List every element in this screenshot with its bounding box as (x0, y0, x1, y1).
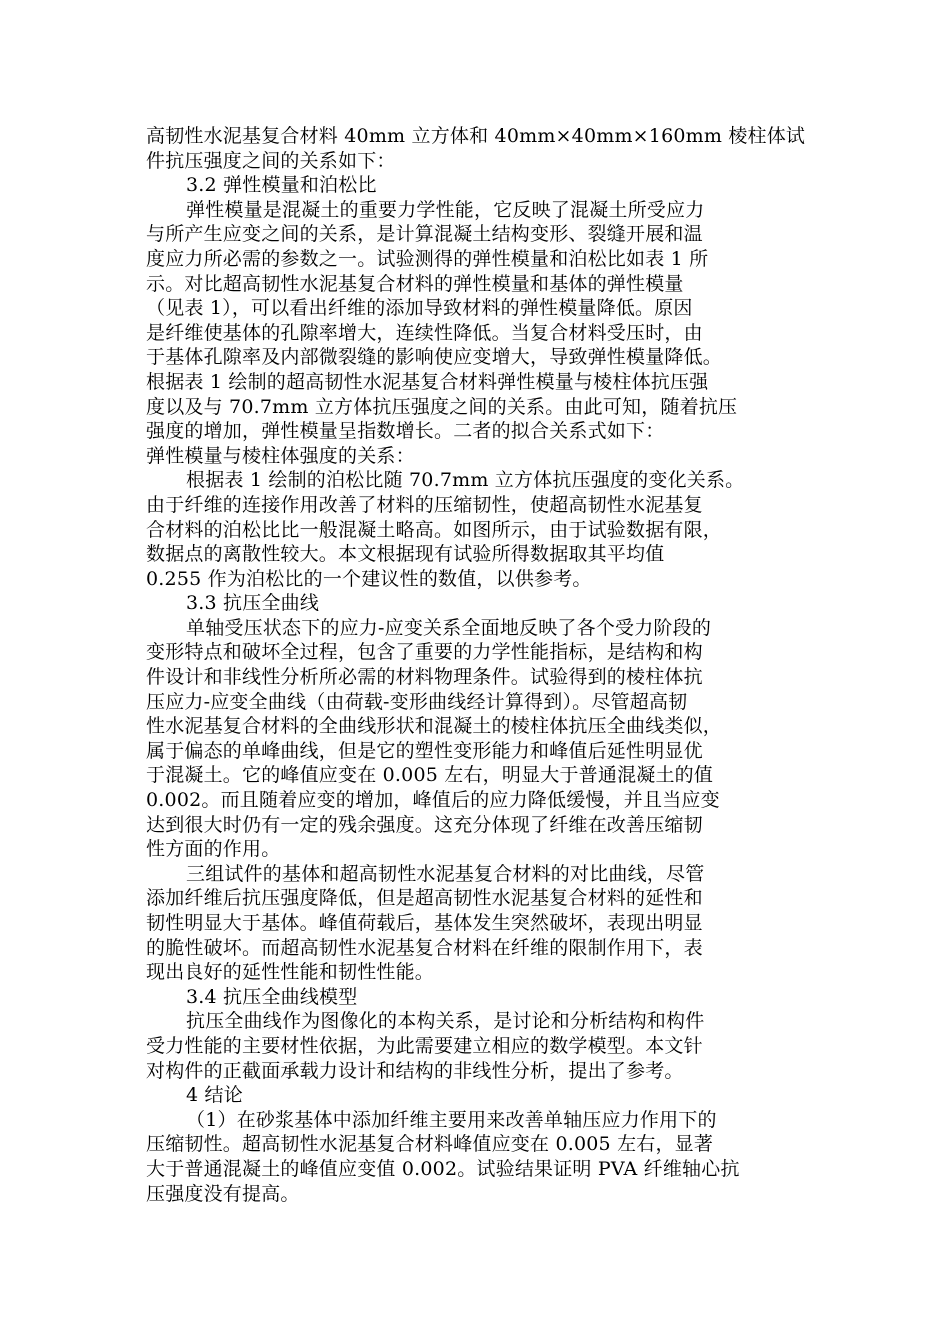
text-line: 件抗压强度之间的关系如下： (146, 149, 396, 172)
text-line: 度以及与 70.7mm 立方体抗压强度之间的关系。由此可知，随着抗压 (146, 395, 738, 418)
text-line: 大于普通混凝土的峰值应变值 0.002。试验结果证明 PVA 纤维轴心抗 (146, 1157, 740, 1180)
text-line: 受力性能的主要材性依据，为此需要建立相应的数学模型。本文针 (146, 1034, 703, 1057)
text-line: 与所产生应变之间的关系，是计算混凝土结构变形、裂缝开展和温 (146, 223, 703, 246)
text-line: 弹性模量与棱柱体强度的关系： (146, 444, 415, 467)
text-line: 性方面的作用。 (146, 838, 281, 861)
text-line: 强度的增加，弹性模量呈指数增长。二者的拟合关系式如下： (146, 420, 665, 443)
text-line: 示。对比超高韧性水泥基复合材料的弹性模量和基体的弹性模量 (146, 272, 684, 295)
text-line: 根据表 1 绘制的泊松比随 70.7mm 立方体抗压强度的变化关系。 (186, 469, 745, 492)
text-line: 3.2 弹性模量和泊松比 (186, 174, 377, 197)
text-line: 数据点的离散性较大。本文根据现有试验所得数据取其平均值 (146, 543, 665, 566)
text-line: 0.002。而且随着应变的增加，峰值后的应力降低缓慢，并且当应变 (146, 789, 720, 812)
text-line: 压缩韧性。超高韧性水泥基复合材料峰值应变在 0.005 左右，显著 (146, 1133, 714, 1156)
text-line: 于混凝土。它的峰值应变在 0.005 左右，明显大于普通混凝土的值 (146, 764, 714, 787)
text-line: （见表 1），可以看出纤维的添加导致材料的弹性模量降低。原因 (146, 297, 693, 320)
text-line: 添加纤维后抗压强度降低，但是超高韧性水泥基复合材料的延性和 (146, 887, 703, 910)
text-line: 三组试件的基体和超高韧性水泥基复合材料的对比曲线，尽管 (186, 862, 705, 885)
text-line: 抗压全曲线作为图像化的本构关系，是讨论和分析结构和构件 (186, 1010, 705, 1033)
text-line: 达到很大时仍有一定的残余强度。这充分体现了纤维在改善压缩韧 (146, 813, 703, 836)
text-line: 属于偏态的单峰曲线，但是它的塑性变形能力和峰值后延性明显优 (146, 739, 703, 762)
text-line: 度应力所必需的参数之一。试验测得的弹性模量和泊松比如表 1 所 (146, 247, 709, 270)
text-line: 件设计和非线性分析所必需的材料物理条件。试验得到的棱柱体抗 (146, 666, 703, 689)
text-line: 压应力-应变全曲线（由荷载-变形曲线经计算得到）。尽管超高韧 (146, 690, 688, 713)
body-text (146, 124, 808, 1206)
text-line: 于基体孔隙率及内部微裂缝的影响使应变增大，导致弹性模量降低。 (146, 346, 723, 369)
text-line: 高韧性水泥基复合材料 40mm 立方体和 40mm×40mm×160mm 棱柱体试 (146, 125, 806, 147)
text-line: 根据表 1 绘制的超高韧性水泥基复合材料弹性模量与棱柱体抗压强 (146, 370, 709, 393)
text-line: 现出良好的延性性能和韧性性能。 (146, 961, 435, 984)
text-line: 由于纤维的连接作用改善了材料的压缩韧性，使超高韧性水泥基复 (146, 493, 703, 516)
text-line: 是纤维使基体的孔隙率增大，连续性降低。当复合材料受压时，由 (146, 321, 703, 344)
text-line: 弹性模量是混凝土的重要力学性能，它反映了混凝土所受应力 (186, 198, 705, 221)
text-line: 变形特点和破坏全过程，包含了重要的力学性能指标，是结构和构 (146, 641, 703, 664)
text-line: 对构件的正截面承载力设计和结构的非线性分析，提出了参考。 (146, 1059, 684, 1082)
text-line: 的脆性破坏。而超高韧性水泥基复合材料在纤维的限制作用下，表 (146, 936, 703, 959)
text-line: 合材料的泊松比比一般混凝土略高。如图所示，由于试验数据有限， (146, 518, 723, 541)
text-line: 韧性明显大于基体。峰值荷载后，基体发生突然破坏，表现出明显 (146, 912, 703, 934)
text-line: （1）在砂浆基体中添加纤维主要用来改善单轴压应力作用下的 (186, 1108, 717, 1131)
text-line: 压强度没有提高。 (146, 1182, 300, 1205)
text-line: 性水泥基复合材料的全曲线形状和混凝土的棱柱体抗压全曲线类似， (146, 715, 723, 738)
text-line: 单轴受压状态下的应力-应变关系全面地反映了各个受力阶段的 (186, 616, 712, 639)
text-line: 0.255 作为泊松比的一个建议性的数值，以供参考。 (146, 567, 592, 590)
text-line: 3.3 抗压全曲线 (186, 592, 320, 615)
text-line: 4 结论 (186, 1084, 243, 1107)
text-line: 3.4 抗压全曲线模型 (186, 985, 358, 1008)
